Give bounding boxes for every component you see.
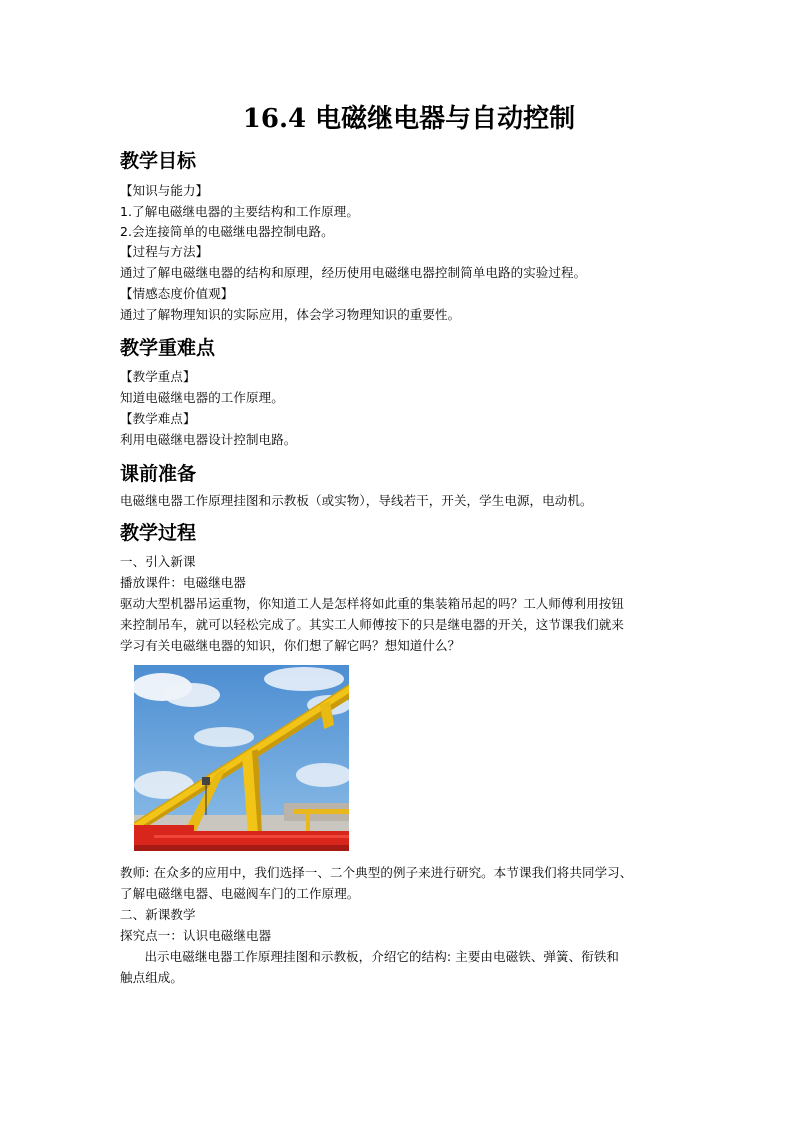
goals-line-3: 2.会连接简单的电磁继电器控制电路。 [120,224,334,239]
page-title: 16.4 电磁继电器与自动控制 [242,104,576,134]
process-line-2: 播放课件：电磁继电器 [120,575,247,590]
process-line-3: 驱动大型机器吊运重物，你知道工人是怎样将如此重的集装箱吊起的吗？工人师傅利用按钮 [120,596,625,611]
keypoints-line-4: 利用电磁继电器设计控制电路。 [120,432,297,447]
process-line-5: 学习有关电磁继电器的知识，你们想了解它吗？想知道什么？ [120,638,461,653]
keypoints-line-2: 知道电磁继电器的工作原理。 [120,390,284,405]
process-line-1: 一、引入新课 [120,554,196,569]
gantry-crane-photo [134,665,349,851]
process-line-6: 教师: 在众多的应用中，我们选择一、二个典型的例子来进行研究。本节课我们将共同学习、 [120,865,633,880]
heading-process: 教学过程 [120,522,197,544]
heading-keypoints: 教学重难点 [120,337,216,359]
goals-line-1: 【知识与能力】 [120,183,209,198]
process-line-11: 触点组成。 [120,970,184,985]
goals-line-2: 1.了解电磁继电器的主要结构和工作原理。 [120,204,359,219]
prep-line-1: 电磁继电器工作原理挂图和示教板（或实物），导线若干，开关，学生电源，电动机。 [120,493,593,508]
process-line-9: 探究点一：认识电磁继电器 [120,928,272,943]
goals-line-5: 通过了解电磁继电器的结构和原理，经历使用电磁继电器控制简单电路的实验过程。 [120,265,587,280]
goals-line-7: 通过了解物理知识的实际应用，体会学习物理知识的重要性。 [120,307,461,322]
heading-goals: 教学目标 [120,150,197,172]
heading-prep: 课前准备 [120,463,197,485]
process-line-4: 来控制吊车，就可以轻松完成了。其实工人师傅按下的只是继电器的开关，这节课我们就来 [120,617,625,632]
process-line-10: 出示电磁继电器工作原理挂图和示教板，介绍它的结构: 主要由电磁铁、弹簧、衔铁和 [120,949,620,964]
goals-line-4: 【过程与方法】 [120,244,209,259]
process-line-7: 了解电磁继电器、电磁阀车门的工作原理。 [120,886,360,901]
keypoints-line-3: 【教学难点】 [120,411,196,426]
goals-line-6: 【情感态度价值观】 [120,286,234,301]
process-line-8: 二、新课教学 [120,907,196,922]
keypoints-line-1: 【教学重点】 [120,369,196,384]
